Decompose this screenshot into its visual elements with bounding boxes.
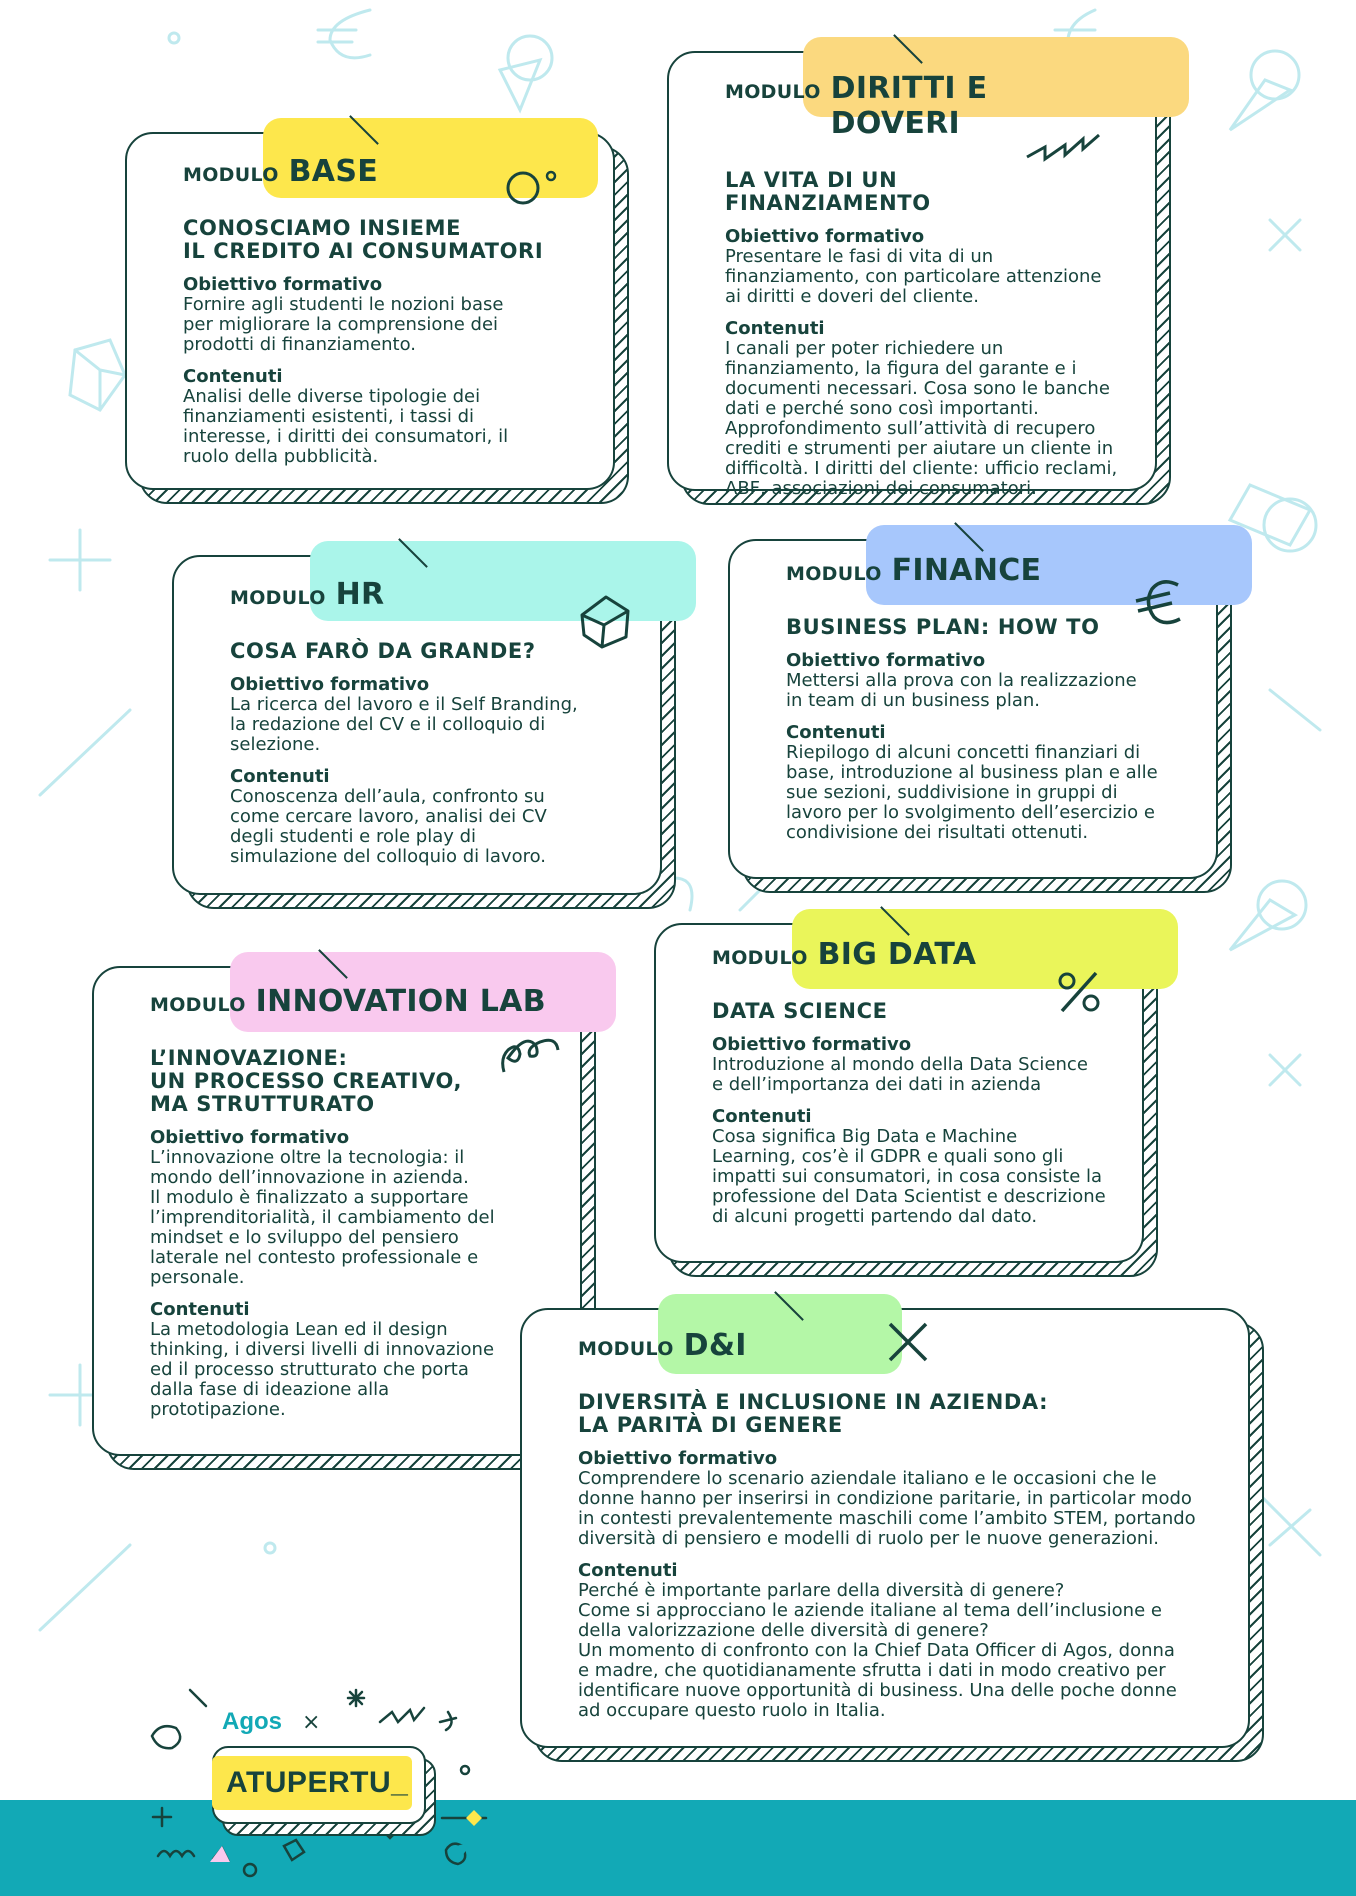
module-heading — [183, 154, 585, 189]
card-diritti-doveri — [667, 51, 1157, 499]
objective-label: Obiettivo formativo — [150, 1127, 350, 1148]
objective-text: Presentare le fasi di vita di un finanziamento, con particolare attenzione ai diritti e doveri del cliente. — [725, 246, 1102, 307]
contents-text: Cosa significa Big Data e Machine Learning, cos’è il GDPR e quali sono gli impatti sui consumatori, in cosa consiste la professione del Data Scientist e descrizione di alcuni progetti partendo dal dato. — [712, 1126, 1106, 1227]
module-heading — [230, 577, 632, 612]
card-body — [786, 553, 1188, 855]
module-label: MODULO — [712, 947, 808, 969]
module-name: BASE — [288, 154, 379, 189]
card-title: LA VITA DI UN FINANZIAMENTO — [725, 168, 931, 215]
contents-text: La metodologia Lean ed il design thinking, i diversi livelli di innovazione ed il processo strutturato che porta dalla fase di ideazione alla prototipazione. — [150, 1319, 495, 1420]
module-heading — [712, 937, 1114, 972]
objective-text: Fornire agli studenti le nozioni base per migliorare la comprensione dei prodotti di finanziamento. — [183, 294, 504, 355]
objective-label: Obiettivo formativo — [183, 274, 383, 295]
card-title: L’INNOVAZIONE: UN PROCESSO CREATIVO, MA STRUTTURATO — [150, 1046, 463, 1116]
card-big-data — [654, 923, 1144, 1263]
card-title: COSA FARÒ DA GRANDE? — [230, 639, 536, 663]
contents-text: Riepilogo di alcuni concetti finanziari di base, introduzione al business plan e alle sue sezioni, suddivisione in gruppi di lavoro per lo svolgimento dell’esercizio e condivisione dei risultati ottenuti. — [786, 742, 1158, 843]
module-name: D&I — [683, 1328, 747, 1363]
card-body — [183, 154, 585, 479]
module-name: DIRITTI E DOVERI — [830, 71, 988, 141]
card-title: CONOSCIAMO INSIEME IL CREDITO AI CONSUMATORI — [183, 216, 544, 263]
contents-text: Perché è importante parlare della diversità di genere? Come si approcciano le aziende italiane al tema dell’inclusione e della valorizzazione delle diversità di genere? Un momento di confronto con la Chief Data Officer di Agos, donna e madre, che quotidianamente sfrutta i dati in modo creativo per identificare nuove opportunità di business. Una delle poche donne ad occupare questo ruolo in Italia. — [578, 1580, 1177, 1721]
module-label: MODULO — [150, 994, 246, 1016]
footer-band — [0, 1800, 1356, 1896]
card-hr — [172, 555, 662, 895]
module-label: MODULO — [725, 81, 821, 103]
module-heading — [725, 71, 1127, 141]
objective-text: L’innovazione oltre la tecnologia: il mondo dell’innovazione in azienda. Il modulo è finalizzato a supportare l’imprenditorialità, il cambiamento del mindset e lo sviluppo del pensiero laterale nel contesto professionale e personale. — [150, 1147, 495, 1288]
module-label: MODULO — [578, 1338, 674, 1360]
card-innovation-lab — [92, 966, 582, 1456]
card-title: DATA SCIENCE — [712, 999, 888, 1023]
atupertu-badge-text: ATUPERTU_ — [226, 1766, 409, 1799]
contents-label: Contenuti — [725, 318, 825, 339]
module-heading — [578, 1328, 1220, 1363]
objective-text: Introduzione al mondo della Data Science e dell’importanza dei dati in azienda — [712, 1054, 1088, 1095]
card-title: DIVERSITÀ E INCLUSIONE IN AZIENDA: LA PARITÀ DI GENERE — [578, 1390, 1049, 1437]
contents-label: Contenuti — [230, 766, 330, 787]
contents-label: Contenuti — [786, 722, 886, 743]
times-glyph: × — [302, 1710, 321, 1735]
module-label: MODULO — [230, 587, 326, 609]
objective-label: Obiettivo formativo — [230, 674, 430, 695]
module-name: FINANCE — [891, 553, 1042, 588]
objective-text: La ricerca del lavoro e il Self Branding, la redazione del CV e il colloquio di selezione. — [230, 694, 578, 755]
contents-text: Conoscenza dell’aula, confronto su come cercare lavoro, analisi dei CV degli studenti e role play di simulazione del colloquio di lavoro. — [230, 786, 547, 867]
card-title: BUSINESS PLAN: HOW TO — [786, 615, 1100, 639]
contents-label: Contenuti — [578, 1560, 678, 1581]
objective-label: Obiettivo formativo — [578, 1448, 778, 1469]
contents-text: Analisi delle diverse tipologie dei finanziamenti esistenti, i tassi di interesse, i diritti dei consumatori, il ruolo della pubblicità. — [183, 386, 509, 467]
contents-label: Contenuti — [183, 366, 283, 387]
card-body — [725, 71, 1127, 511]
card-base — [125, 132, 615, 490]
contents-text: I canali per poter richiedere un finanziamento, la figura del garante e i documenti necessari. Cosa sono le banche dati e perché sono così importanti. Approfondimento sull’attività di recupero crediti e strumenti per aiutare un cliente in difficoltà. I diritti del cliente: ufficio reclami, ABF, associazioni dei consumatori. — [725, 338, 1118, 499]
objective-text: Mettersi alla prova con la realizzazione in team di un business plan. — [786, 670, 1137, 711]
card-body — [712, 937, 1114, 1239]
module-label: MODULO — [786, 563, 882, 585]
objective-text: Comprendere lo scenario aziendale italiano e le occasioni che le donne hanno per inserirsi in condizione paritarie, in particolar modo in contesti prevalentemente maschili come l’ambito STEM, portando diversità di pensiero e modelli di ruolo per le nuove generazioni. — [578, 1468, 1196, 1549]
card-diversity-inclusion — [520, 1308, 1250, 1748]
objective-label: Obiettivo formativo — [786, 650, 986, 671]
objective-label: Obiettivo formativo — [712, 1034, 912, 1055]
contents-label: Contenuti — [150, 1299, 250, 1320]
card-body — [150, 984, 552, 1432]
card-finance — [728, 539, 1218, 879]
agos-logo: Agos — [222, 1708, 282, 1735]
module-name: HR — [335, 577, 385, 612]
module-name: BIG DATA — [817, 937, 977, 972]
module-heading — [150, 984, 552, 1019]
contents-label: Contenuti — [712, 1106, 812, 1127]
module-heading — [786, 553, 1188, 588]
card-body — [230, 577, 632, 879]
objective-label: Obiettivo formativo — [725, 226, 925, 247]
module-label: MODULO — [183, 164, 279, 186]
card-body — [578, 1328, 1220, 1733]
module-name: INNOVATION LAB — [255, 984, 546, 1019]
